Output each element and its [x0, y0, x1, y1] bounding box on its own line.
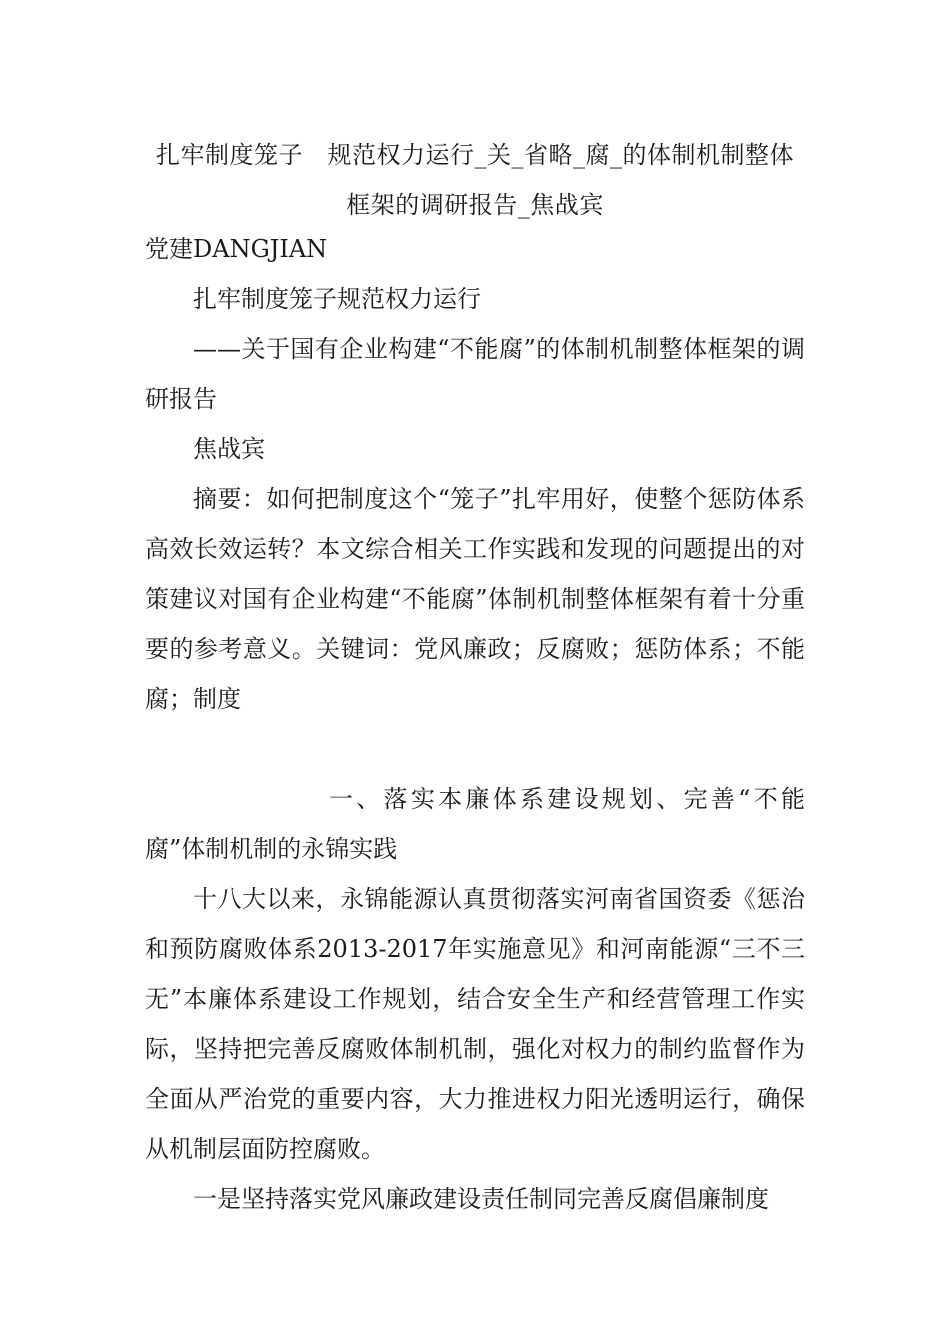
- body-paragraph-2: 一是坚持落实党风廉政建设责任制同完善反腐倡廉制度: [193, 1185, 769, 1213]
- document-body: [145, 224, 805, 1224]
- blank-line: [145, 724, 805, 774]
- section-heading: 一、落实本廉体系建设规划、完善“不能腐”体制机制的永锦实践: [145, 785, 805, 863]
- abstract-paragraph: 摘要：如何把制度这个“笼子”扎牢用好，使整个惩防体系高效长效运转？本文综合相关工作实践和发现的问题提出的对策建议对国有企业构建“不能腐”体制机制整体框架有着十分重要的参考意义。关键词：党风廉政；反腐败；惩防体系；不能腐；制度: [145, 485, 805, 713]
- column-label: 党建DANGJIAN: [145, 235, 328, 263]
- body-paragraph-1: 十八大以来，永锦能源认真贯彻落实河南省国资委《惩治和预防腐败体系2013-2017年实施意见》和河南能源“三不三无”本廉体系建设工作规划，结合安全生产和经营管理工作实际，坚持把完善反腐败体制机制，强化对权力的制约监督作为全面从严治党的重要内容，大力推进权力阳光透明运行，确保从机制层面防控腐败。: [145, 885, 805, 1163]
- article-subtitle-2: ——关于国有企业构建“不能腐”的体制机制整体框架的调研报告: [145, 335, 805, 413]
- article-subtitle: 扎牢制度笼子规范权力运行: [193, 285, 481, 313]
- document-title: 扎牢制度笼子 规范权力运行_关_省略_腐_的体制机制整体框架的调研报告_焦战宾: [156, 141, 794, 219]
- author-name: 焦战宾: [193, 435, 265, 463]
